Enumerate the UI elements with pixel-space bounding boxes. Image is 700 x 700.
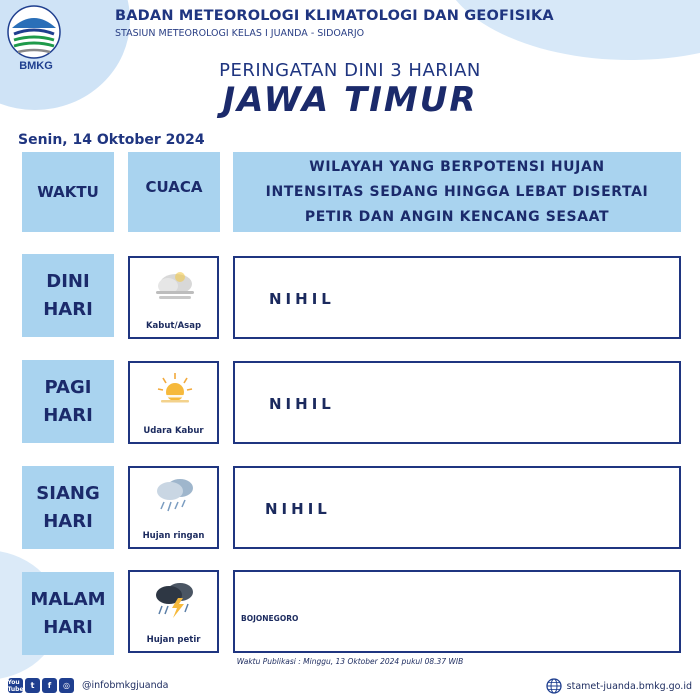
row-time-malam-hari [22, 572, 114, 655]
region-text: NIHIL [265, 500, 331, 518]
header-wilayah-line1: WILAYAH YANG BERPOTENSI HUJAN [309, 158, 605, 175]
twitter-icon[interactable]: t [25, 678, 40, 693]
region-cell-pagi-hari [233, 361, 681, 444]
footer-social [8, 678, 169, 693]
page-title: JAWA TIMUR [222, 80, 478, 120]
weather-label: Hujan petir [146, 635, 201, 645]
row-time-line1: DINI [46, 270, 90, 292]
instagram-icon[interactable]: ◎ [59, 678, 74, 693]
region-cell-dini-hari [233, 256, 681, 339]
row-time-pagi-hari [22, 360, 114, 443]
region-text: BOJONEGORO [241, 614, 299, 623]
row-time-line1: MALAM [30, 588, 106, 610]
row-time-line2: HARI [43, 616, 93, 638]
weather-label: Hujan ringan [142, 531, 205, 541]
weather-cell-siang-hari [128, 466, 219, 549]
globe-icon [546, 678, 562, 694]
row-time-siang-hari [22, 466, 114, 549]
row-time-line2: HARI [43, 298, 93, 320]
facebook-icon[interactable]: f [42, 678, 57, 693]
row-time-line1: PAGI [44, 376, 92, 398]
hazy-sun-icon [150, 371, 200, 411]
weather-cell-pagi-hari [128, 361, 219, 444]
row-time-line2: HARI [43, 510, 93, 532]
weather-cell-malam-hari [128, 570, 219, 653]
region-cell-malam-hari [233, 570, 681, 653]
weather-cell-dini-hari [128, 256, 219, 339]
row-time-line2: HARI [43, 404, 93, 426]
header-wilayah [233, 152, 681, 232]
page-subtitle: PERINGATAN DINI 3 HARIAN [219, 60, 481, 81]
forecast-date: Senin, 14 Oktober 2024 [18, 132, 205, 148]
header-wilayah-line3: PETIR DAN ANGIN KENCANG SESAAT [304, 208, 610, 225]
weather-label: Kabut/Asap [145, 321, 202, 331]
row-time-line1: SIANG [36, 482, 100, 504]
website-link[interactable]: stamet-juanda.bmkg.go.id [566, 680, 692, 692]
youtube-icon[interactable]: You Tube [7, 678, 24, 693]
org-name: BADAN METEOROLOGI KLIMATOLOGI DAN GEOFISIKA [115, 8, 554, 24]
logo-text: BMKG [19, 60, 53, 72]
row-time-dini-hari [22, 254, 114, 337]
header-waktu: WAKTU [22, 152, 114, 232]
region-text: NIHIL [269, 290, 335, 308]
region-text: NIHIL [269, 395, 335, 413]
station-name: STASIUN METEOROLOGI KELAS I JUANDA - SIDOARJO [115, 28, 365, 39]
fog-icon [150, 266, 200, 306]
header-wilayah-line2: INTENSITAS SEDANG HINGGA LEBAT DISERTAI [265, 183, 649, 200]
light-rain-icon [150, 476, 200, 516]
social-handle[interactable]: @infobmkgjuanda [82, 680, 169, 691]
publication-time: Waktu Publikasi : Minggu, 13 Oktober 2024 pukul 08.37 WIB [236, 657, 464, 666]
region-cell-siang-hari [233, 466, 681, 549]
footer-website [546, 678, 692, 694]
header-cuaca: CUACA [128, 152, 220, 232]
weather-label: Udara Kabur [143, 426, 204, 436]
thunderstorm-icon [150, 580, 200, 620]
